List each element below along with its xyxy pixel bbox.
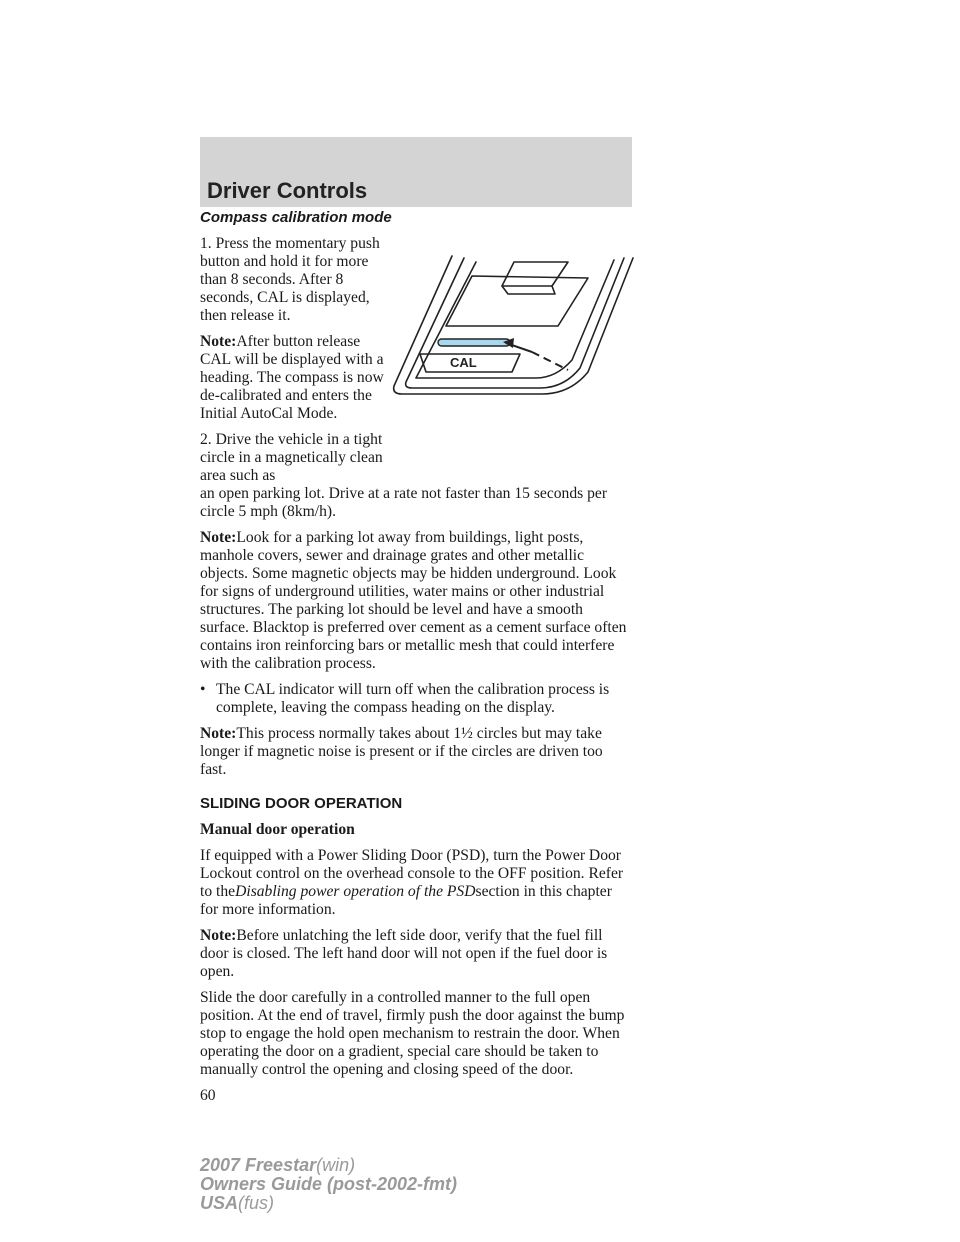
sliding-para-1 xyxy=(200,847,632,919)
note-label: Note: xyxy=(200,333,237,350)
footer-market-code: (fus) xyxy=(238,1193,275,1213)
compass-step-2 xyxy=(200,431,632,521)
bullet-mark: • xyxy=(200,681,206,698)
compass-note-3 xyxy=(200,725,632,779)
page-title: Driver Controls xyxy=(207,178,368,203)
footer-variant: (win) xyxy=(316,1155,356,1175)
page-content xyxy=(200,209,632,1105)
note-text: Look for a parking lot away from buildings, light posts, manhole covers, sewer and drainage grates and other metallic objects. Some magnetic objects may be hidden underground. Look for signs of underground utilities, water mains or other industrial structures. The parking lot should be level and have a smooth surface. Blacktop is preferred over cement as a cement surface often contains iron reinforcing bars or metallic mesh that could interfere with the calibration process. xyxy=(200,529,627,672)
compass-note-2 xyxy=(200,529,632,673)
bullet-text: The CAL indicator will turn off when the calibration process is complete, leaving the compass heading on the display. xyxy=(216,681,610,716)
sliding-para-2: Slide the door carefully in a controlled manner to the full open position. At the end of travel, firmly push the door against the bump stop to engage the hold open mechanism to restrain the door. When operating the door on a gradient, special care should be taken to manually control the opening and closing speed of the door. xyxy=(200,989,625,1078)
note-text: Before unlatching the left side door, verify that the fuel fill door is closed. The left hand door will not open if the fuel door is open. xyxy=(200,927,608,980)
note-label: Note: xyxy=(200,927,237,944)
footer-market: USA xyxy=(200,1193,239,1213)
sliding-door-heading: SLIDING DOOR OPERATION xyxy=(200,795,403,812)
compass-bullet-1 xyxy=(200,681,632,717)
note-label: Note: xyxy=(200,529,237,546)
manual-door-subheading: Manual door operation xyxy=(200,821,355,838)
para-text: section in this chapter for more information. xyxy=(200,883,612,918)
footer-line-1 xyxy=(200,1156,457,1175)
note-text: After button release CAL will be displayed with a heading. The compass is now de-calibrated and enters the Initial AutoCal Mode. xyxy=(200,333,384,422)
compass-note-1 xyxy=(200,333,386,423)
step-2-continued: an open parking lot. Drive at a rate not faster than 15 seconds per circle 5 mph (8km/h). xyxy=(200,485,608,520)
note-label: Note: xyxy=(200,725,237,742)
compass-step-1: 1. Press the momentary push button and hold it for more than 8 seconds. After 8 seconds, CAL is displayed, then release it. xyxy=(200,235,380,324)
page-number: 60 xyxy=(200,1087,216,1104)
compass-section-title: Compass calibration mode xyxy=(200,209,392,226)
footer-line-3 xyxy=(200,1194,457,1213)
sliding-note xyxy=(200,927,632,981)
cal-label: CAL xyxy=(450,355,477,370)
step-2-wrapped: 2. Drive the vehicle in a tight circle in a magnetically clean area such as xyxy=(200,431,383,484)
section-reference: Disabling power operation of the PSD xyxy=(235,883,476,900)
note-text: This process normally takes about 1½ circles but may take longer if magnetic noise is present or if the circles are driven too fast. xyxy=(200,725,603,778)
footer xyxy=(200,1156,457,1213)
footer-model: 2007 Freestar xyxy=(200,1155,317,1175)
para-text: If equipped with a Power Sliding Door (PSD), turn the Power Door Lockout control on the overhead console to the OFF position. Refer to the xyxy=(200,847,624,900)
footer-line-2: Owners Guide (post-2002-fmt) xyxy=(200,1174,458,1194)
